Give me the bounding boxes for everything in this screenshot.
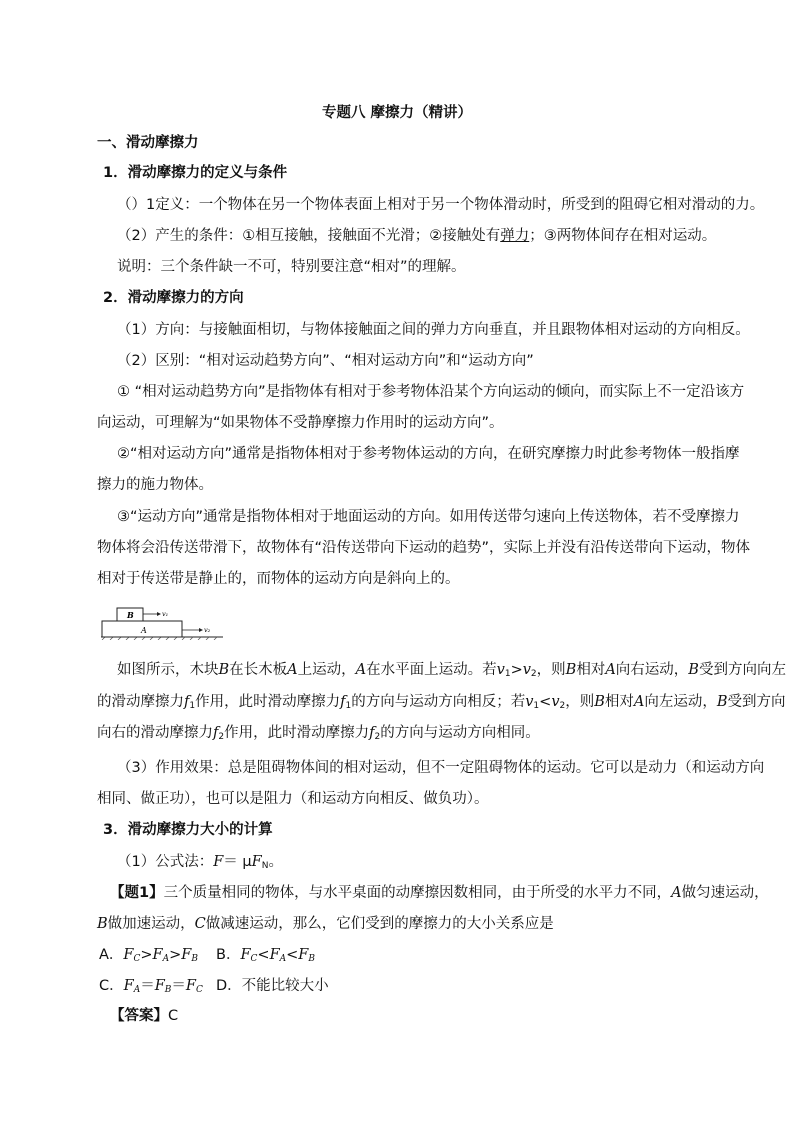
block-board-figure <box>101 604 223 640</box>
answer-value: C <box>168 1008 179 1024</box>
option-a: A．$F_C>F_A>F_B$ <box>99 947 198 964</box>
subsection-heading-1: 1．滑动摩擦力的定义与条件 <box>103 165 288 181</box>
paragraph-concept-2a: ②“相对运动方向”通常是指物体相对于参考物体运动的方向，在研究摩擦力时此参考物体一般指摩 <box>117 446 740 462</box>
question-label: 【题1】 <box>110 885 164 901</box>
paragraph-concept-3c: 相对于传送带是静止的，而物体的运动方向是斜向上的。 <box>97 571 460 587</box>
paragraph-concept-2b: 擦力的施力物体。 <box>97 477 213 493</box>
paragraph-definition: （）1定义：一个物体在另一个物体表面上相对于另一个物体滑动时，所受到的阻碍它相对滑动的力。 <box>117 197 765 213</box>
paragraph-example-1: 如图所示，木块B在长木板A上运动，A在水平面上运动。若$v_1>v_2$，则B相对A向右运动，B受到方向向左 <box>117 662 786 679</box>
subsection-heading-2: 2．滑动摩擦力的方向 <box>103 290 244 306</box>
paragraph-concept-3a: ③“运动方向”通常是指物体相对于地面运动的方向。如用传送带匀速向上传送物体，若不受摩擦力 <box>117 509 740 525</box>
page-title: 专题八 摩擦力（精讲） <box>322 105 473 121</box>
paragraph-concept-1a: ① “相对运动趋势方向”是指物体有相对于参考物体沿某个方向运动的倾向，而实际上不一定沿该方 <box>117 384 745 400</box>
paragraph-concept-3b: 物体将会沿传送带滑下，故物体有“沿传送带向下运动的趋势”，实际上并没有沿传送带向下运动，物体 <box>97 540 751 556</box>
question-1-line-2: B做加速运动，C做减速运动，那么，它们受到的摩擦力的大小关系应是 <box>97 916 554 932</box>
paragraph-example-2: 的滑动摩擦力$f_1$作用，此时滑动摩擦力$f_1$的方向与运动方向相反；若$v_1<v_2$，则B相对A向左运动，B受到方向 <box>97 694 786 711</box>
board-a-label: A <box>141 626 147 635</box>
option-d: D．不能比较大小 <box>216 978 329 994</box>
question-1: 【题1】三个质量相同的物体，与水平桌面的动摩擦因数相同，由于所受的水平力不同，A做匀速运动， <box>110 885 769 901</box>
paragraph-direction-2: （2）区别：“相对运动趋势方向”、“相对运动方向”和“运动方向” <box>117 353 534 369</box>
subsection-heading-3: 3．滑动摩擦力大小的计算 <box>103 822 273 838</box>
answer-line <box>110 1006 178 1026</box>
velocity-v2-arrowhead <box>199 628 203 632</box>
paragraph-concept-1b: 向运动，可理解为“如果物体不受静摩擦力作用时的运动方向”。 <box>97 415 504 431</box>
section-heading: 一、滑动摩擦力 <box>97 135 199 151</box>
block-b-label: B <box>127 610 134 620</box>
paragraph-effect-b: 相同、做正功），也可以是阻力（和运动方向相反、做负功）。 <box>97 791 489 807</box>
elastic-force-term: 弹力 <box>500 228 530 244</box>
velocity-v1-label: v₁ <box>162 610 169 618</box>
paragraph-note: 说明：三个条件缺一不可，特别要注意“相对”的理解。 <box>117 259 466 275</box>
answer-label: 【答案】 <box>110 1008 168 1024</box>
paragraph-direction-1: （1）方向：与接触面相切，与物体接触面之间的弹力方向垂直，并且跟物体相对运动的方向相反。 <box>117 322 750 338</box>
option-c: C．$F_A=F_B=F_C$ <box>99 978 203 995</box>
velocity-v1-arrowhead <box>157 612 161 616</box>
paragraph-conditions: （2）产生的条件：①相互接触，接触面不光滑；②接触处有弹力；③两物体间存在相对运动。 <box>117 228 717 244</box>
paragraph-effect-a: （3）作用效果：总是阻碍物体间的相对运动，但不一定阻碍物体的运动。它可以是动力（和运动方向 <box>117 760 765 776</box>
paragraph-formula: （1）公式法：$F= \mu F_N$。 <box>117 854 283 871</box>
option-b: B．$F_C<F_A<F_B$ <box>216 947 315 964</box>
paragraph-example-3: 向右的滑动摩擦力$f_2$作用，此时滑动摩擦力$f_2$的方向与运动方向相同。 <box>97 725 540 742</box>
velocity-v2-label: v₂ <box>204 626 211 634</box>
